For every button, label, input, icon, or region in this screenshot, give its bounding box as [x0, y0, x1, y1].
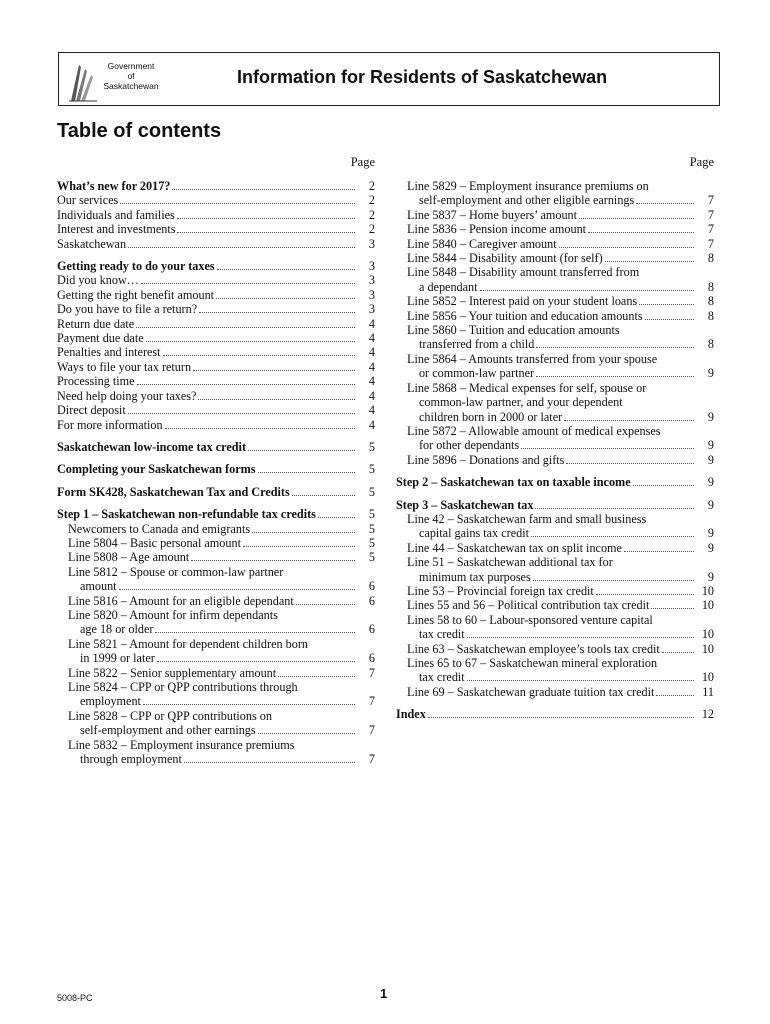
toc-entry-text: Saskatchewan low-income tax credit [57, 439, 247, 454]
toc-entry-text: Did you know… [57, 273, 139, 288]
dot-leader [662, 652, 694, 653]
toc-entry-text: Direct deposit [57, 403, 126, 418]
dot-leader [199, 312, 355, 313]
toc-entry-text: Line 69 – Saskatchewan graduate tuition tax credit [407, 684, 655, 699]
toc-entry-text: Newcomers to Canada and emigrants [68, 521, 251, 536]
toc-entry[interactable] [396, 323, 714, 352]
toc-entry[interactable] [57, 317, 375, 331]
toc-entry-text: Line 5837 – Home buyers’ amount [407, 207, 578, 222]
toc-page-number: 6 [368, 622, 375, 637]
toc-page-number: 7 [368, 665, 375, 680]
toc-page-number: 7 [368, 723, 375, 738]
toc-entry[interactable] [57, 680, 375, 709]
toc-entry-text: Do you have to file a return? [57, 302, 198, 317]
toc-entry-text: Line 5822 – Senior supplementary amount [68, 665, 277, 680]
toc-page-number: 7 [707, 193, 714, 208]
toc-entry-text: Line 5824 – CPP or QPP contributions through [68, 680, 298, 694]
toc-entry-text: Line 53 – Provincial foreign tax credit [407, 583, 594, 598]
dot-leader [559, 247, 694, 248]
toc-column-left [57, 153, 375, 766]
toc-entry[interactable] [57, 179, 375, 193]
toc-entry-text: common-law partner, and your dependent [419, 395, 623, 410]
toc-page-number: 5 [368, 462, 375, 477]
toc-entry[interactable] [396, 352, 714, 381]
toc-entry[interactable] [57, 440, 375, 454]
toc-entry-text: Line 5808 – Age amount [68, 550, 190, 565]
logo-line-government: Government [107, 61, 155, 71]
toc-entry[interactable] [57, 418, 375, 432]
toc-entry-text: Line 5820 – Amount for infirm dependants [68, 607, 278, 622]
toc-entry-text: in 1999 or later [80, 651, 155, 666]
toc-entry[interactable] [396, 707, 714, 721]
toc-entry-text: Lines 65 to 67 – Saskatchewan mineral exploration [407, 656, 658, 670]
dot-leader [480, 290, 694, 291]
toc-page-number: 6 [368, 579, 375, 594]
toc-entry[interactable] [396, 685, 714, 699]
toc-entry[interactable] [57, 237, 375, 251]
dot-leader [191, 560, 355, 561]
toc-page-number: 5 [368, 507, 375, 522]
toc-spacer [396, 490, 714, 498]
toc-entry-text: Line 51 – Saskatchewan additional tax for [407, 555, 613, 570]
toc-entry-text: Line 63 – Saskatchewan employee’s tools tax credit [407, 641, 660, 656]
toc-page-number: 6 [368, 651, 375, 666]
toc-entry-text: Line 42 – Saskatchewan farm and small business [407, 511, 647, 526]
toc-page-number: 10 [701, 670, 714, 685]
toc-entry[interactable] [57, 403, 375, 417]
toc-page-number: 2 [368, 179, 375, 193]
dot-leader [193, 370, 355, 371]
toc-page-number: 7 [707, 236, 714, 251]
toc-page-number: 4 [368, 359, 375, 374]
toc-spacer [57, 432, 375, 440]
toc-page-number: 4 [368, 316, 375, 331]
toc-page-number: 11 [702, 684, 714, 699]
form-code: 5008-PC [57, 993, 93, 1003]
toc-entry[interactable] [396, 381, 714, 424]
toc-spacer [396, 467, 714, 475]
toc-entry[interactable] [396, 424, 714, 453]
toc-entry-text: tax credit [419, 627, 465, 642]
toc-entry-text: Payment due date [57, 331, 144, 346]
dot-leader [467, 637, 694, 638]
toc-entry[interactable] [57, 374, 375, 388]
toc-page-number: 5 [368, 439, 375, 454]
dot-leader [217, 269, 355, 270]
dot-leader [252, 532, 355, 533]
toc-entry[interactable] [57, 637, 375, 666]
dot-leader [258, 733, 355, 734]
toc-entry-text: for other dependants [419, 438, 520, 453]
toc-page-number: 9 [707, 409, 714, 424]
toc-entry[interactable] [57, 485, 375, 499]
dot-leader [157, 661, 355, 662]
dot-leader [172, 189, 355, 190]
dot-leader [536, 376, 694, 377]
toc-entry-text: age 18 or older [80, 622, 154, 637]
toc-page-number: 4 [368, 331, 375, 346]
toc-entry-text: Form SK428, Saskatchewan Tax and Credits [57, 484, 290, 499]
toc-entry-text: Lines 55 and 56 – Political contribution tax credit [407, 598, 650, 613]
toc-entry[interactable] [57, 550, 375, 564]
logo-text [99, 61, 163, 91]
toc-entry-text: For more information [57, 417, 163, 432]
dot-leader [155, 632, 355, 633]
dot-leader [656, 695, 694, 696]
toc-entry-text: tax credit [419, 670, 465, 685]
toc-entry-text: Line 5852 – Interest paid on your student loans [407, 294, 638, 309]
toc-spacer [57, 477, 375, 485]
logo-line-saskatchewan: Saskatchewan [103, 81, 159, 91]
dot-leader [137, 384, 355, 385]
dot-leader [521, 448, 694, 449]
dot-leader [120, 203, 355, 204]
toc-entry-text: children born in 2000 or later [419, 409, 563, 424]
document-header [58, 52, 720, 106]
toc-spacer [57, 454, 375, 462]
dot-leader [531, 536, 694, 537]
toc-page-number: 7 [707, 222, 714, 237]
toc-page-number: 9 [707, 526, 714, 541]
toc-page-number: 4 [368, 417, 375, 432]
toc-page-number: 8 [707, 337, 714, 352]
wheat-logo-icon [67, 59, 101, 103]
toc-entry-text: Line 5804 – Basic personal amount [68, 535, 241, 550]
toc-entry-text: self-employment and other earnings [80, 723, 256, 738]
dot-leader [243, 546, 355, 547]
toc-entry-text: What’s new for 2017? [57, 179, 171, 193]
dot-leader [564, 420, 694, 421]
toc-page-number: 5 [368, 484, 375, 499]
toc-entry-text: Line 5821 – Amount for dependent children born [68, 636, 308, 651]
dot-leader [165, 428, 355, 429]
dot-leader [184, 762, 355, 763]
toc-page-number: 7 [707, 207, 714, 222]
toc-entry-text: Individuals and families [57, 207, 175, 222]
toc-entry[interactable] [57, 208, 375, 222]
dot-leader [535, 508, 694, 509]
dot-leader [198, 399, 355, 400]
toc-entry-text: Line 5864 – Amounts transferred from your spouse [407, 351, 658, 366]
dot-leader [536, 347, 694, 348]
toc-entry-text: Processing time [57, 374, 135, 389]
toc-page-number: 5 [368, 521, 375, 536]
toc-page-number: 3 [368, 287, 375, 302]
toc-entry-text: transferred from a child [419, 337, 535, 352]
toc-entry-text: a dependant [419, 279, 478, 294]
dot-leader [636, 203, 694, 204]
dot-leader [624, 551, 694, 552]
toc-entry-text: Line 5836 – Pension income amount [407, 222, 587, 237]
dot-leader [651, 608, 694, 609]
toc-entry[interactable] [396, 598, 714, 612]
toc-page-number: 3 [368, 236, 375, 251]
toc-page-number: 8 [707, 251, 714, 266]
toc-entry[interactable] [57, 608, 375, 637]
toc-entry[interactable] [396, 453, 714, 467]
dot-leader [639, 304, 694, 305]
toc-entry-text: Line 5896 – Donations and gifts [407, 452, 565, 467]
toc-entry[interactable] [57, 389, 375, 403]
toc-entry[interactable] [396, 555, 714, 584]
toc-entry[interactable] [57, 565, 375, 594]
dot-leader [596, 594, 694, 595]
dot-leader [177, 218, 355, 219]
page-column-label: Page [350, 155, 375, 169]
toc-entry-text: Index [396, 707, 426, 722]
toc-entry[interactable] [57, 666, 375, 680]
toc-entry[interactable] [396, 237, 714, 251]
toc-entry-text: Our services [57, 193, 119, 208]
toc-entry-text: capital gains tax credit [419, 526, 529, 541]
toc-entry[interactable] [57, 594, 375, 608]
toc-entry-text: Line 5816 – Amount for an eligible dependant [68, 593, 294, 608]
toc-entry[interactable] [57, 193, 375, 207]
toc-page-number: 4 [368, 403, 375, 418]
dot-leader [258, 472, 355, 473]
toc-entry[interactable] [396, 498, 714, 512]
toc-entry[interactable] [396, 265, 714, 294]
toc-entry-text: Penalties and interest [57, 345, 161, 360]
toc-entry[interactable] [57, 331, 375, 345]
dot-leader [588, 232, 694, 233]
dot-leader [163, 355, 355, 356]
toc-page-number: 6 [368, 593, 375, 608]
toc-spacer [57, 251, 375, 259]
dot-leader [278, 676, 355, 677]
toc-spacer [396, 699, 714, 707]
toc-entry[interactable] [396, 294, 714, 308]
toc-entry[interactable] [396, 656, 714, 685]
dot-leader [248, 450, 355, 451]
toc-entry[interactable] [396, 251, 714, 265]
toc-entry-text: Getting ready to do your taxes [57, 259, 215, 274]
toc-entry[interactable] [57, 259, 375, 273]
toc-entry[interactable] [57, 522, 375, 536]
dot-leader [216, 298, 355, 299]
toc-entry-text: Lines 58 to 60 – Labour-sponsored venture capital [407, 612, 653, 627]
toc-page-number: 9 [707, 452, 714, 467]
toc-entry[interactable] [396, 208, 714, 222]
dot-leader [566, 463, 694, 464]
toc-page-number: 2 [368, 207, 375, 222]
toc-entry[interactable] [396, 309, 714, 323]
toc-entry-text: Need help doing your taxes? [57, 388, 197, 403]
toc-page-number: 3 [368, 259, 375, 274]
toc-page-number: 8 [707, 279, 714, 294]
government-of-saskatchewan-logo [67, 59, 177, 103]
toc-page-number: 4 [368, 374, 375, 389]
toc-page-number: 9 [707, 540, 714, 555]
toc-page-number: 8 [707, 294, 714, 309]
toc-entry[interactable] [57, 222, 375, 236]
toc-page-number: 4 [368, 345, 375, 360]
toc-entry-text: Line 5848 – Disability amount transferred from [407, 265, 640, 280]
toc-page-number: 10 [701, 627, 714, 642]
dot-leader [136, 327, 355, 328]
toc-entry-text: through employment [80, 752, 182, 767]
toc-entry-text: Line 5860 – Tuition and education amounts [407, 323, 620, 338]
toc-entry[interactable] [57, 302, 375, 316]
toc-page-number: 5 [368, 550, 375, 565]
toc-page-number: 9 [707, 366, 714, 381]
toc-page-number: 3 [368, 302, 375, 317]
toc-entry-text: Line 5812 – Spouse or common-law partner [68, 564, 284, 579]
toc-entry-text: amount [80, 579, 117, 594]
toc-entry-text: Line 5868 – Medical expenses for self, spouse or [407, 380, 647, 395]
toc-entry[interactable] [57, 709, 375, 738]
dot-leader [143, 704, 355, 705]
toc-page-number: 8 [707, 308, 714, 323]
toc-entry-text: or common-law partner [419, 366, 535, 381]
toc-entry-text: Line 5844 – Disability amount (for self) [407, 251, 603, 266]
toc-heading: Table of contents [57, 120, 222, 142]
toc-entry[interactable] [57, 345, 375, 359]
dot-leader [177, 232, 355, 233]
toc-page-number: 10 [701, 598, 714, 613]
dot-leader [146, 341, 355, 342]
toc-entry-text: Getting the right benefit amount [57, 287, 215, 302]
dot-leader [296, 604, 355, 605]
toc-entry[interactable] [57, 507, 375, 521]
toc-entry-text: Line 5832 – Employment insurance premiums [68, 737, 295, 752]
toc-entry-text: Step 3 – Saskatchewan tax [396, 497, 534, 512]
toc-entry[interactable] [57, 738, 375, 767]
dot-leader [645, 319, 694, 320]
toc-page-number: 2 [368, 222, 375, 237]
dot-leader [128, 413, 355, 414]
dot-leader [633, 485, 694, 486]
toc-page-number: 9 [707, 497, 714, 512]
toc-entry[interactable] [57, 360, 375, 374]
toc-entry[interactable] [396, 512, 714, 541]
toc-entry[interactable] [396, 541, 714, 555]
dot-leader [579, 218, 694, 219]
toc-entry[interactable] [396, 613, 714, 642]
toc-entry[interactable] [396, 179, 714, 208]
toc-page-number: 9 [707, 438, 714, 453]
toc-entry-text: Completing your Saskatchewan forms [57, 462, 256, 477]
toc-entry-text: minimum tax purposes [419, 569, 531, 584]
toc-spacer [57, 499, 375, 507]
toc-page-number: 2 [368, 193, 375, 208]
toc-entry-text: self-employment and other eligible earnings [419, 193, 635, 208]
toc-page-number: 10 [701, 583, 714, 598]
toc-entry-text: Step 1 – Saskatchewan non-refundable tax credits [57, 507, 316, 522]
toc-entry-text: Step 2 – Saskatchewan tax on taxable income [396, 475, 631, 490]
toc-page-number: 5 [368, 535, 375, 550]
toc-entry[interactable] [396, 642, 714, 656]
toc-page-number: 10 [701, 641, 714, 656]
toc-entry[interactable] [57, 273, 375, 287]
dot-leader [128, 247, 355, 248]
dot-leader [141, 283, 355, 284]
toc-entry-text: Line 5856 – Your tuition and education amounts [407, 308, 643, 323]
toc-entry[interactable] [57, 462, 375, 476]
toc-page-number: 12 [701, 707, 714, 722]
toc-entry[interactable] [57, 536, 375, 550]
dot-leader [533, 580, 694, 581]
toc-entry-text: Interest and investments [57, 222, 176, 237]
toc-page-number: 9 [707, 569, 714, 584]
toc-entry[interactable] [396, 584, 714, 598]
dot-leader [605, 261, 694, 262]
toc-page-number: 9 [707, 475, 714, 490]
toc-page-number: 7 [368, 694, 375, 709]
page-column-label: Page [689, 155, 714, 169]
page-number: 1 [380, 986, 388, 1001]
toc-entry-text: Return due date [57, 316, 135, 331]
toc-page-number: 7 [368, 752, 375, 767]
toc-entry[interactable] [396, 222, 714, 236]
logo-line-of: of [127, 71, 135, 81]
toc-entry-text: Saskatchewan [57, 236, 127, 251]
dot-leader [467, 680, 694, 681]
dot-leader [428, 717, 694, 718]
toc-column-right [396, 153, 714, 722]
dot-leader [318, 517, 355, 518]
toc-entry-text: Line 5872 – Allowable amount of medical expenses [407, 423, 661, 438]
toc-page-number: 3 [368, 273, 375, 288]
toc-entry-text: Line 5829 – Employment insurance premiums on [407, 179, 649, 193]
document-title: Information for Residents of Saskatchewan [237, 67, 608, 87]
dot-leader [119, 589, 355, 590]
toc-entry[interactable] [396, 475, 714, 489]
toc-entry-text: Line 5828 – CPP or QPP contributions on [68, 708, 272, 723]
toc-entry-text: employment [80, 694, 141, 709]
toc-page-number: 4 [368, 388, 375, 403]
toc-entry-text: Ways to file your tax return [57, 359, 192, 374]
toc-entry[interactable] [57, 288, 375, 302]
toc-entry-text: Line 44 – Saskatchewan tax on split income [407, 540, 622, 555]
toc-entry-text: Line 5840 – Caregiver amount [407, 236, 557, 251]
dot-leader [292, 495, 355, 496]
